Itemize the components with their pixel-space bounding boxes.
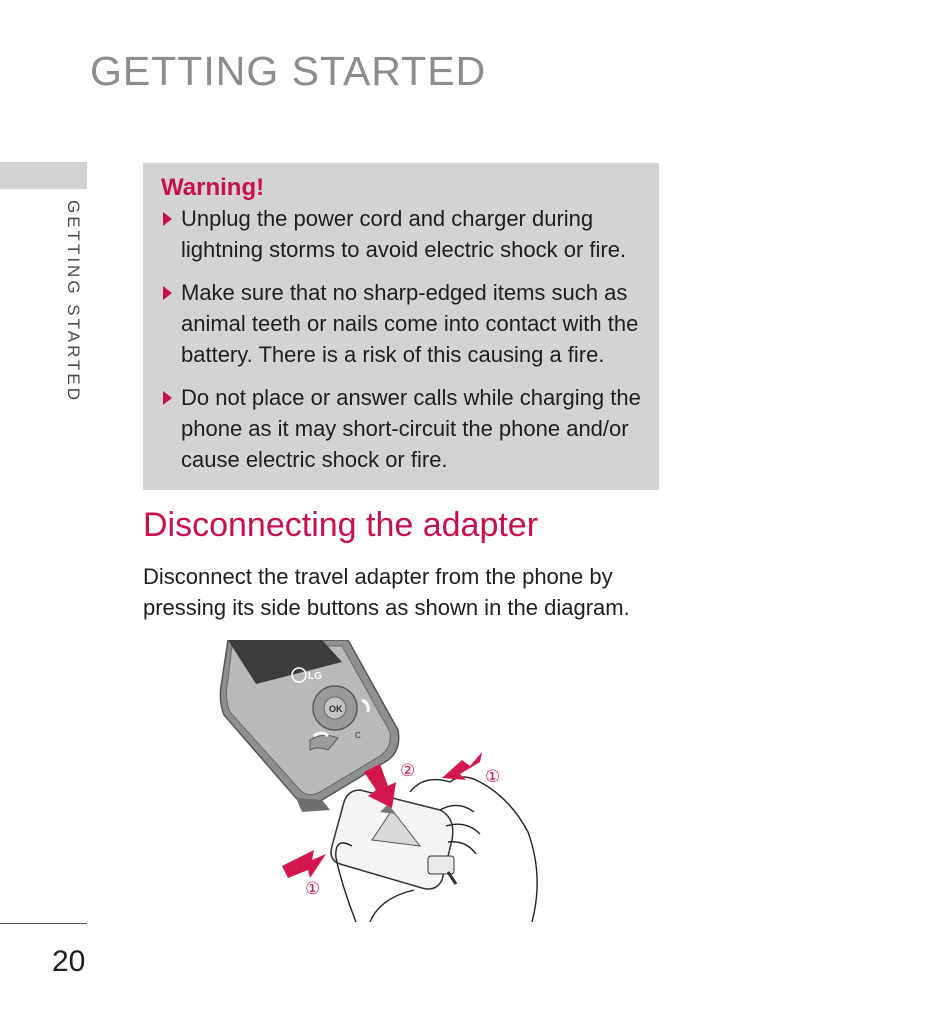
- footer-divider: [0, 923, 87, 924]
- step-label-1-left: ①: [305, 879, 321, 899]
- bullet-arrow-icon: [163, 212, 172, 226]
- warning-item: [161, 382, 641, 475]
- ok-key-label: OK: [329, 704, 343, 714]
- bullet-arrow-icon: [163, 286, 172, 300]
- section-body-text: Disconnect the travel adapter from the phone by pressing its side buttons as shown in the diagram.: [143, 564, 630, 620]
- adapter-disconnect-diagram: [210, 640, 550, 922]
- warning-item-text: Make sure that no sharp-edged items such as animal teeth or nails come into contact with the battery. There is a risk of this causing a fire.: [181, 280, 639, 367]
- warning-item-text: Do not place or answer calls while charging the phone as it may short-circuit the phone and/or cause electric shock or fire.: [181, 385, 641, 472]
- phone-logo-text: LG: [308, 671, 322, 682]
- phone-illustration: [220, 640, 398, 812]
- warning-list: [161, 203, 641, 475]
- step-label-1-right: ①: [485, 767, 501, 787]
- warning-box: [143, 163, 659, 490]
- page-header-title: GETTING STARTED: [90, 48, 487, 94]
- side-section-label: GETTING STARTED: [64, 200, 83, 404]
- step-label-2: ②: [400, 761, 416, 781]
- warning-item: [161, 277, 641, 370]
- adapter-illustration: [331, 790, 456, 889]
- clear-key-label: C: [355, 731, 361, 740]
- warning-title: Warning!: [161, 174, 265, 201]
- page-number: 20: [52, 945, 86, 978]
- side-tab-marker: [0, 162, 87, 189]
- warning-item: [161, 203, 641, 265]
- bullet-arrow-icon: [163, 391, 172, 405]
- section-title: Disconnecting the adapter: [143, 506, 539, 544]
- warning-item-text: Unplug the power cord and charger during lightning storms to avoid electric shock or fire.: [181, 206, 627, 262]
